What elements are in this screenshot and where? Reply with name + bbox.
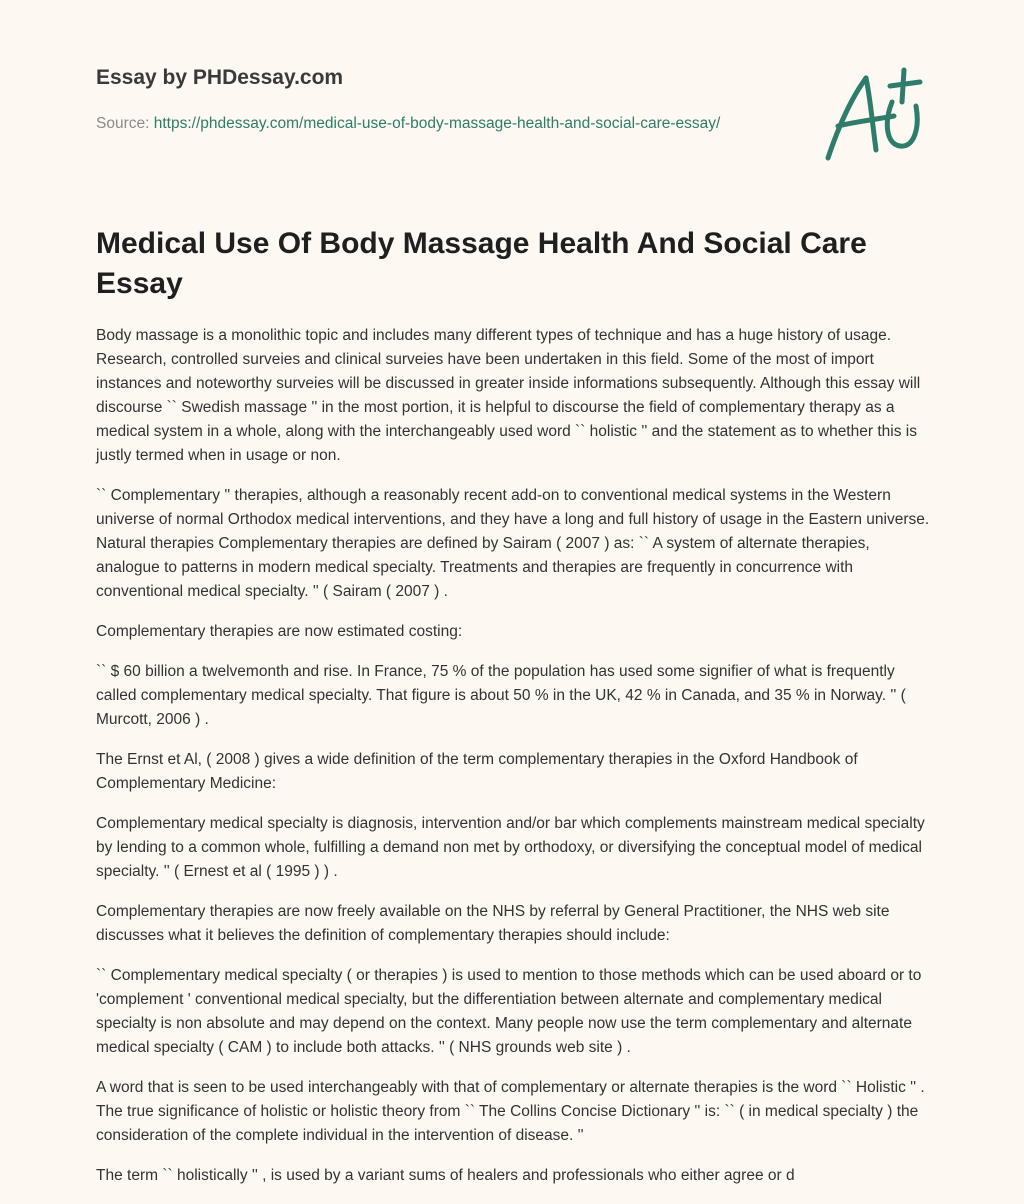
article-body <box>96 324 932 1204</box>
paragraph: Complementary therapies are now estimated costing: <box>96 623 463 640</box>
site-title: Essay by PHDessay.com <box>96 66 344 89</box>
paragraph: Complementary medical specialty is diagnosis, intervention and/or bar which complements mainstream medical specialty by lending to a common whole, fulfilling a demand non met by orthodoxy, or diversifying the conceptual model of medical specialty. '' ( Ernest et al ( 1995 ) ) . <box>96 815 925 880</box>
article-title: Medical Use Of Body Massage Health And Social Care Essay <box>96 227 867 300</box>
paragraph: A word that is seen to be used interchangeably with that of complementary or alternate therapies is the word `` Holistic '' . The true significance of holistic or holistic theory from `` The Collins Concise Dictionary '' is: `` ( in medical specialty ) the consideration of the complete individual in the intervention of disease. '' <box>96 1079 925 1144</box>
source-label: Source: <box>96 115 150 132</box>
paragraph: `` Complementary '' therapies, although a reasonably recent add-on to conventional medical systems in the Western universe of normal Orthodox medical interventions, and they have a long and full history of usage in the Eastern universe. Natural therapies Complementary therapies are defined by Sairam ( 2007 ) as: `` A system of alternate therapies, analogue to patterns in modern medical specialty. Treatments and therapies are frequently in concurrence with conventional medical specialty. '' ( Sairam ( 2007 ) . <box>96 487 930 600</box>
source-line <box>96 112 756 135</box>
source-link[interactable]: https://phdessay.com/medical-use-of-body-massage-health-and-social-care-essay/ <box>153 115 721 132</box>
paragraph: Body massage is a monolithic topic and includes many different types of technique and has a huge history of usage. Research, controlled surveies and clinical surveies have been undertaken in this field. Some of the most of import instances and noteworthy surveies will be discussed in greater inside informations subsequently. Although this essay will discourse `` Swedish massage '' in the most portion, it is helpful to discourse the field of complementary therapy as a medical system in a whole, along with the interchangeably used word `` holistic '' and the statement as to whether this is justly termed when in usage or non. <box>96 327 921 464</box>
header <box>96 64 756 135</box>
a-plus-logo-icon <box>820 66 930 166</box>
paragraph: Complementary therapies are now freely available on the NHS by referral by General Practitioner, the NHS web site discusses what it believes the definition of complementary therapies should include: <box>96 903 890 944</box>
paragraph: The term `` holistically '' , is used by a variant sums of healers and professionals who either agree or d <box>96 1167 795 1184</box>
paragraph: `` Complementary medical specialty ( or therapies ) is used to mention to those methods which can be used aboard or to 'complement ' conventional medical specialty, but the differentiation between alternate and complementary medical specialty is non absolute and may depend on the context. Many people now use the term complementary and alternate medical specialty ( CAM ) to include both attacks. '' ( NHS grounds web site ) . <box>96 967 922 1056</box>
paragraph: `` $ 60 billion a twelvemonth and rise. In France, 75 % of the population has used some signifier of what is frequently called complementary medical specialty. That figure is about 50 % in the UK, 42 % in Canada, and 35 % in Norway. '' ( Murcott, 2006 ) . <box>96 663 906 728</box>
paragraph: The Ernst et Al, ( 2008 ) gives a wide definition of the term complementary therapies in the Oxford Handbook of Complementary Medicine: <box>96 751 858 792</box>
